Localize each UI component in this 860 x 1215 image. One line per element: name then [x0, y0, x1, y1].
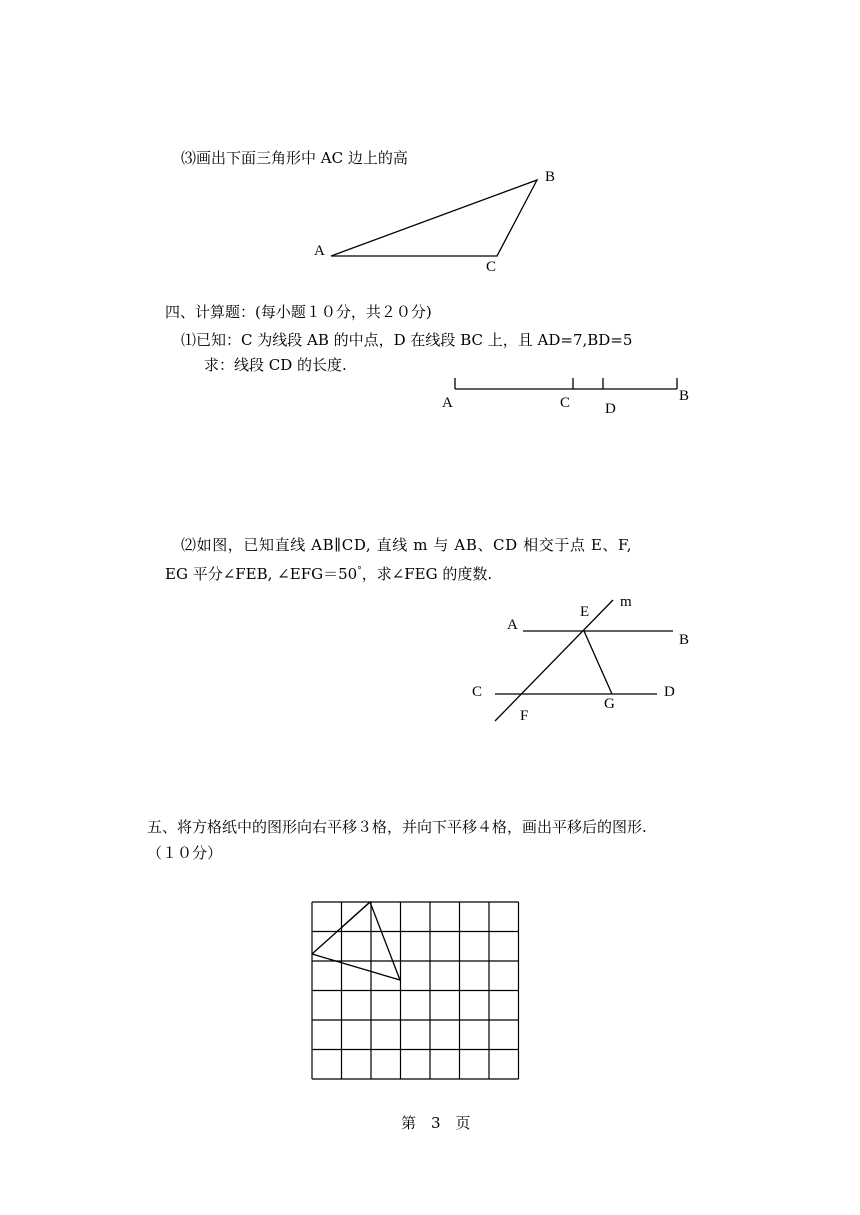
grid-shape-diagonal: [341, 902, 370, 928]
q3-prompt: ⑶画出下面三角形中 AC 边上的高: [181, 149, 408, 167]
section4-heading: 四、计算题：(每小题１０分，共２０分): [165, 303, 432, 321]
fig2-label-c: C: [472, 684, 483, 700]
degree-mark: °: [357, 566, 362, 576]
segment-label-d: D: [605, 401, 616, 417]
problem2-question-text: EG 平分∠FEB, ∠EFG＝50: [165, 565, 358, 583]
fig2-label-a: A: [507, 617, 518, 633]
section5-score: （１０分）: [147, 844, 223, 862]
problem1-question: 求：线段 CD 的长度.: [204, 356, 347, 374]
grid-lines: [312, 902, 519, 1079]
fig2-label-g: G: [604, 696, 615, 712]
segment-label-c: C: [560, 395, 571, 411]
point-label-a: A: [314, 243, 325, 259]
segment-label-b: B: [679, 388, 690, 404]
segment-label-a: A: [442, 395, 453, 411]
point-label-c: C: [486, 259, 497, 275]
point-label-b: B: [545, 169, 556, 185]
fig2-label-f: F: [520, 708, 529, 724]
fig2-label-e: E: [580, 604, 590, 620]
section5-prompt: 五、将方格纸中的图形向右平移３格，并向下平移４格，画出平移后的图形.: [147, 818, 647, 836]
problem1-given: ⑴已知：C 为线段 AB 的中点，D 在线段 BC 上，且 AD=7,BD=5: [181, 331, 633, 349]
fig2-label-b: B: [679, 632, 690, 648]
problem2-question-tail: ，求∠FEG 的度数.: [361, 565, 493, 583]
fig2-label-d: D: [664, 684, 675, 700]
problem2-given: ⑵如图，已知直线 AB∥CD, 直线 m 与 AB、CD 相交于点 E、F,: [181, 536, 633, 554]
page-number: 第 3 页: [401, 1114, 471, 1132]
fig2-label-m: m: [620, 594, 632, 610]
